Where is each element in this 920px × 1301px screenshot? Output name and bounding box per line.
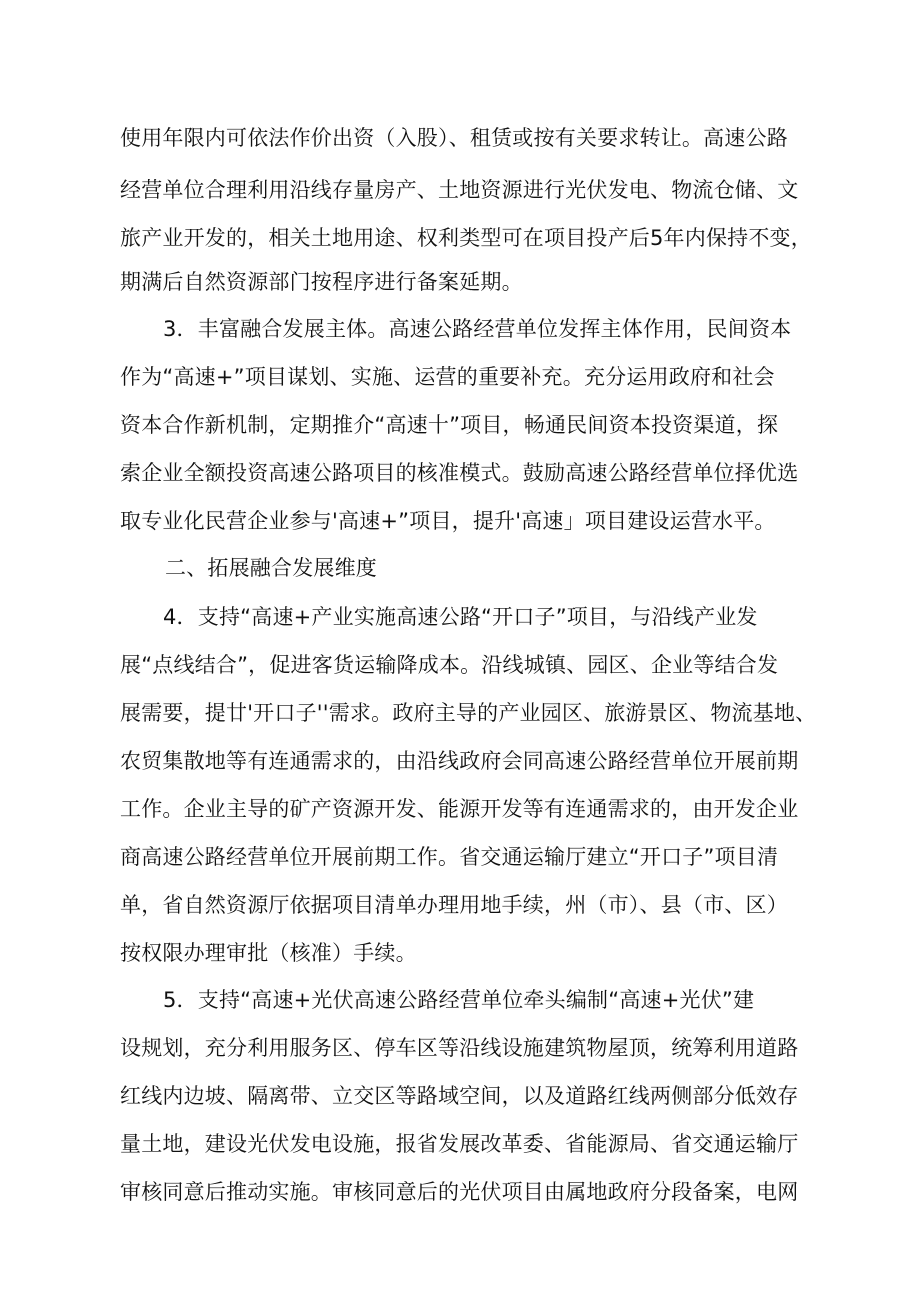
paragraph-line: 红线内边坡、隔离带、立交区等路域空间，以及道路红线两侧部分低效存 xyxy=(120,1084,799,1108)
paragraph-line: 审核同意后推动实施。审核同意后的光伏项目由属地政府分段备案，电网 xyxy=(120,1180,799,1204)
paragraph-line: 单，省自然资源厅依据项目清单办理用地手续，州（市）、县（市、区） xyxy=(120,893,788,917)
paragraph-line: 期满后自然资源部门按程序进行备案延期。 xyxy=(120,270,523,294)
paragraph-line: 旅产业开发的，相关土地用途、权利类型可在项目投产后5年内保持不变， xyxy=(120,226,812,250)
paragraph-line: 展需要，提廿'开口子''需求。政府主导的产业园区、旅游景区、物流基地、 xyxy=(120,701,817,725)
paragraph-line: 5．支持“高速+光伏高速公路经营单位牵头编制“高速+光伏”建 xyxy=(163,988,755,1012)
paragraph-line: 工作。企业主导的矿产资源开发、能源开发等有连通需求的，由开发企业 xyxy=(120,797,799,821)
paragraph-line: 设规划，充分利用服务区、停车区等沿线设施建筑物屋顶，统筹利用道路 xyxy=(120,1036,799,1060)
paragraph-line: 按权限办理审批（核准）手续。 xyxy=(120,941,417,965)
paragraph-line: 作为“高速+”项目谋划、实施、运营的重要补充。充分运用政府和社会 xyxy=(120,365,775,389)
paragraph-line: 农贸集散地等有连通需求的，由沿线政府会同高速公路经营单位开展前期 xyxy=(120,749,799,773)
paragraph-line: 资本合作新机制，定期推介“高速十”项目，畅通民间资本投资渠道，探 xyxy=(120,413,779,437)
paragraph-line: 使用年限内可依法作价出资（入股）、租赁或按有关要求转让。高速公路 xyxy=(120,126,788,150)
paragraph-line: 取专业化民营企业参与'高速+”项目，提升'高速」项目建设运营水平。 xyxy=(120,509,776,533)
paragraph-line: 索企业全额投资高速公路项目的核准模式。鼓励高速公路经营单位择优选 xyxy=(120,461,799,485)
paragraph-line: 4．支持“高速+产业实施高速公路“开口子”项目，与沿线产业发 xyxy=(163,605,758,629)
paragraph-line: 经营单位合理利用沿线存量房产、土地资源进行光伏发电、物流仓储、文 xyxy=(120,178,799,202)
paragraph-line: 展“点线结合”，促进客货运输降成本。沿线城镇、园区、企业等结合发 xyxy=(120,653,779,677)
section-heading: 二、拓展融合发展维度 xyxy=(165,556,377,580)
paragraph-line: 商高速公路经营单位开展前期工作。省交通运输厅建立“开口子”项目清 xyxy=(120,845,779,869)
paragraph-line: 3．丰富融合发展主体。高速公路经营单位发挥主体作用，民间资本 xyxy=(163,317,792,341)
paragraph-line: 量土地，建设光伏发电设施，报省发展改革委、省能源局、省交通运输厅 xyxy=(120,1132,799,1156)
